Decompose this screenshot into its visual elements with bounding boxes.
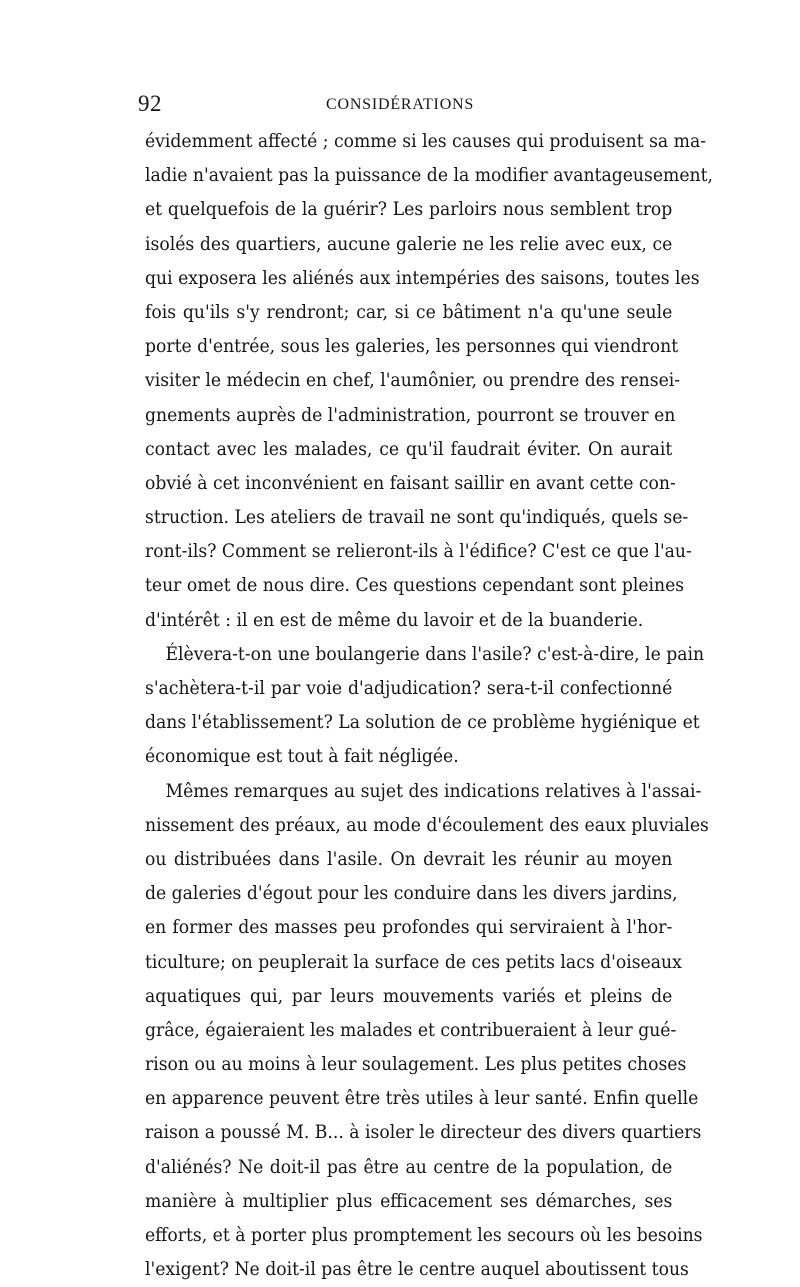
- text-line: de galeries d'égout pour les conduire dans les divers jardins,: [145, 883, 678, 905]
- text-line: d'aliénés? Ne doit-il pas être au centre de la population, de: [145, 1156, 673, 1178]
- text-line: économique est tout à fait négligée.: [145, 746, 459, 768]
- text-line: visiter le médecin en chef, l'aumônier, ou prendre des rensei-: [145, 370, 681, 392]
- text-line: struction. Les ateliers de travail ne sont qu'indiqués, quels se-: [145, 507, 689, 529]
- text-line: ou distribuées dans l'asile. On devrait les réunir au moyen: [145, 848, 673, 870]
- text-line: teur omet de nous dire. Ces questions cependant sont pleines: [145, 575, 685, 597]
- text-line: en apparence peuvent être très utiles à leur santé. Enfin quelle: [145, 1088, 699, 1110]
- text-line: ront-ils? Comment se relieront-ils à l'édifice? C'est ce que l'au-: [145, 541, 692, 563]
- text-line: nissement des préaux, au mode d'écoulement des eaux pluviales: [145, 814, 709, 836]
- text-line: l'exigent? Ne doit-il pas être le centre auquel aboutissent tous: [145, 1259, 689, 1281]
- text-line: ladie n'avaient pas la puissance de la modifier avantageusement,: [145, 165, 713, 187]
- text-line: obvié à cet inconvénient en faisant saillir en avant cette con-: [145, 472, 676, 494]
- text-line: qui exposera les aliénés aux intempéries des saisons, toutes les: [145, 267, 700, 289]
- paragraph-first-line: Élèvera-t-on une boulangerie dans l'asile? c'est-à-dire, le pain: [165, 643, 705, 665]
- text-line: isolés des quartiers, aucune galerie ne les relie avec eux, ce: [145, 233, 673, 255]
- text-line: rison ou au moins à leur soulagement. Les plus petites choses: [145, 1054, 687, 1076]
- text-line: contact avec les malades, ce qu'il faudrait éviter. On aurait: [145, 438, 673, 460]
- text-line: en former des masses peu profondes qui serviraient à l'hor-: [145, 917, 673, 939]
- text-line: raison a poussé M. B... à isoler le directeur des divers quartiers: [145, 1122, 702, 1144]
- body-text: [145, 125, 713, 1287]
- text-line: et quelquefois de la guérir? Les parloirs nous semblent trop: [145, 199, 673, 221]
- text-line: évidemment affecté ; comme si les causes qui produisent sa ma-: [145, 131, 707, 152]
- text-line: fois qu'ils s'y rendront; car, si ce bâtiment n'a qu'une seule: [145, 301, 673, 323]
- page-header: [138, 90, 672, 120]
- text-line: dans l'établissement? La solution de ce problème hygiénique et: [145, 712, 700, 734]
- text-line: s'achètera-t-il par voie d'adjudication? sera-t-il confectionné: [145, 678, 673, 699]
- text-line: gnements auprès de l'administration, pourront se trouver en: [145, 404, 676, 426]
- paragraph-first-line: Mêmes remarques au sujet des indications relatives à l'assai-: [165, 780, 702, 802]
- text-line: manière à multiplier plus efficacement ses démarches, ses: [145, 1190, 673, 1212]
- text-line: d'intérêt : il en est de même du lavoir et de la buanderie.: [145, 609, 644, 631]
- text-line: ticulture; on peuplerait la surface de ces petits lacs d'oiseaux: [145, 951, 682, 973]
- text-line: grâce, égaieraient les malades et contribueraient à leur gué-: [145, 1019, 677, 1041]
- text-line: aquatiques qui, par leurs mouvements variés et pleins de: [145, 985, 673, 1007]
- page-number: 92: [138, 91, 162, 116]
- text-line: efforts, et à porter plus promptement les secours où les besoins: [145, 1225, 703, 1246]
- running-head: CONSIDÉRATIONS: [326, 96, 475, 113]
- text-line: porte d'entrée, sous les galeries, les personnes qui viendront: [145, 336, 679, 358]
